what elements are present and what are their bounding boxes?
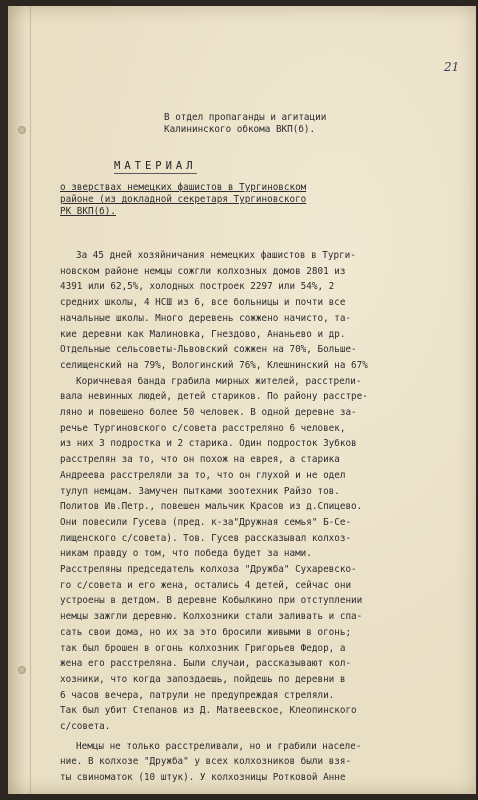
body-line: Расстреляны председатель колхоза "Дружба" Сухаревско- xyxy=(60,564,357,575)
body-line: тулуп немцам. Замучен пытками зоотехник Райзо тов. xyxy=(60,485,340,497)
body-line: Они повесили Гусева (пред. к-за"Дружная семья" Б-Се- xyxy=(60,516,352,528)
header-line: В отдел пропаганды и агитации xyxy=(164,112,327,123)
body-line: ние. В колхозе "Дружба" у всех колхозников были взя- xyxy=(60,756,352,768)
body-line: Отдельные сельсоветы-Львовский сожжен на 70%, Больше- xyxy=(60,344,357,356)
body-line: так был брошен в огонь колхозник Григорьев Федор, а xyxy=(60,642,346,654)
body-line: из них 3 подростка и 2 старика. Один подросток Зубков xyxy=(60,438,357,450)
body-line: Так был убит Степанов из Д. Матвеевское, Клеопинского xyxy=(60,705,357,717)
body-line: начальные школы. Много деревень сожжено начисто, та- xyxy=(60,312,352,324)
punch-hole xyxy=(18,666,26,674)
body-line: вала невинных людей, детей стариков. По району расстре- xyxy=(60,391,368,403)
body-line: сать свои дома, но их за это бросили живыми в огонь; xyxy=(60,626,352,638)
body-line: кие деревни как Малиновка, Гнездово, Ананьево и др. xyxy=(60,328,346,340)
body-line: Политов Ив.Петр., повешен мальчик Красов из д.Спицево. xyxy=(60,501,363,513)
body-line: с/совета. xyxy=(60,721,111,732)
page-number: 21 xyxy=(444,60,460,74)
body-line: Андреева расстреляли за то, что он глухой и не одел xyxy=(60,469,346,481)
body-line: никам правду о том, что победа будет за нами. xyxy=(60,548,312,560)
body-line: За 45 дней хозяйничания немецких фашистов в Турги- xyxy=(76,250,356,261)
body-line: средних школы, 4 НСШ из 6, все больницы и почти все xyxy=(60,297,346,309)
body-line: хозники, что когда запоздаешь, пойдешь по деревни в xyxy=(60,673,346,685)
body-line: речье Тургиновского с/совета расстреляно 6 человек, xyxy=(60,422,346,434)
body-line: лищенского с/совета). Тов. Гусев рассказывал колхоз- xyxy=(60,532,352,544)
subtitle-line: районе (из докладной секретаря Тургиновского xyxy=(60,194,307,205)
body-line: немцы зажгли деревню. Колхозники стали заливать и спа- xyxy=(60,611,363,623)
body-line: устроены в детдом. В деревне Кобылкино при отступлении xyxy=(60,595,363,607)
punch-hole xyxy=(18,126,26,134)
header-line: Калининского обкома ВКП(б). xyxy=(164,124,316,135)
body-line: новском районе немцы сожгли колхозных домов 2801 из xyxy=(60,265,346,277)
document-title: МАТЕРИАЛ xyxy=(114,160,197,172)
body-line: жена его расстреляна. Были случаи, рассказывают кол- xyxy=(60,658,352,670)
binding-fold xyxy=(30,6,31,794)
body-line: ты свиноматок (10 штук). У колхозницы Ротковой Анне xyxy=(60,772,346,784)
body-line: селищенский на 79%, Вологинский 76%, Клешнинский на 67% xyxy=(60,359,368,371)
body-line: расстрелян за то, что он похож на еврея, а старика xyxy=(60,454,340,466)
document-page xyxy=(8,6,476,794)
subtitle-line: о зверствах немецких фашистов в Тургиновском xyxy=(60,182,307,193)
body-line: го с/совета и его жена, остались 4 детей, сейчас они xyxy=(60,579,352,591)
body-line: ляно и повешено более 50 человек. В одной деревне за- xyxy=(60,407,357,418)
body-line: 4391 или 62,5%, холодных построек 2297 или 54%, 2 xyxy=(60,281,335,293)
body-line: 6 часов вечера, патрули не предупреждая стреляли. xyxy=(60,689,335,701)
subtitle-line: РК ВКП(б). xyxy=(60,206,116,217)
body-line: Немцы не только расстреливали, но и грабили населе- xyxy=(76,740,362,752)
body-line: Коричневая банда грабила мирных жителей, расстрели- xyxy=(76,375,362,387)
